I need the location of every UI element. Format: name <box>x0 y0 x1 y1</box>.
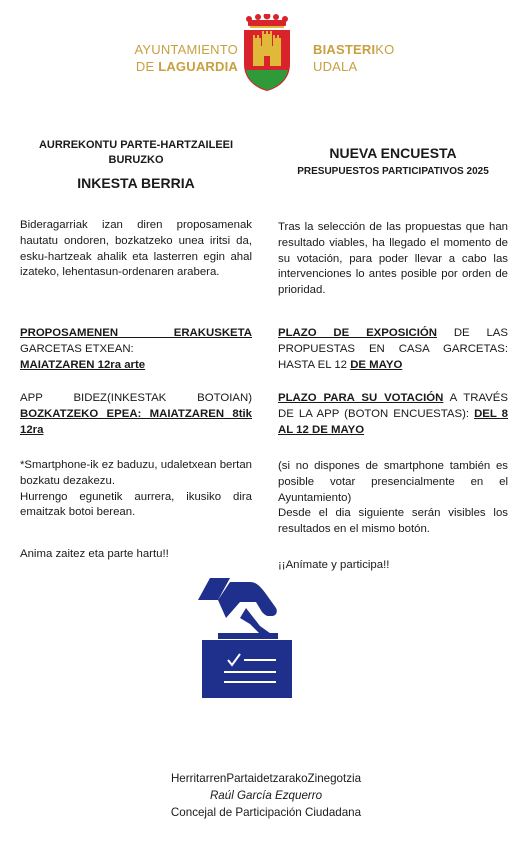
left-title-line2: BURUZKO <box>108 154 164 166</box>
left-exhibit-heading: PROPOSAMENEN ERAKUSKETA <box>20 327 252 339</box>
brand-right-line1: BIASTERIKO <box>313 42 395 57</box>
left-exhibit-place: GARCETAS ETXEAN: <box>20 343 134 355</box>
brand-right-line2: UDALA <box>313 59 358 74</box>
right-title-sub: PRESUPUESTOS PARTICIPATIVOS 2025 <box>297 166 489 177</box>
coat-of-arms-icon <box>240 14 294 92</box>
right-intro-paragraph: Tras la selección de las propuestas que han resultado viables, ha llegado el momento de su votación, para poder llevar a cabo las intervenciones lo antes posible por orden de prioridad. <box>278 221 508 297</box>
right-exhibit-paragraph <box>278 326 508 373</box>
left-vote-period: BOZKATZEKO EPEA: MAIATZAREN 8tik 12ra <box>20 408 252 436</box>
right-vote-text: A TRAVÉS DE LA APP (BOTON ENCUESTAS): <box>278 392 508 420</box>
footer-councillor-eu: HerritarrenPartaidetzarakoZinegotzia <box>170 772 362 785</box>
right-note: (si no dispones de smartphone también es posible votar presencialmente en el Ayuntamiento) Desde el dia siguiente serán visibles los resultados en el mismo botón. <box>278 460 508 536</box>
left-intro-paragraph: Bideragarriak izan diren proposamenak hautatu ondoren, bozkatzeko unea iritsi da, esku-hartzeak ahalik eta lasterren egin ahal izateko, lehentasun-ordenaren arabera. <box>20 219 252 279</box>
right-vote-label: PLAZO PARA SU VOTACIÓN <box>278 392 444 404</box>
left-closing: Anima zaitez eta parte hartu!! <box>20 548 169 560</box>
left-note: *Smartphone-ik ez baduzu, udaletxean bertan bozkatu dezakezu. Hurrengo egunetik aurrera, ikusiko dira emaitzak botoi berean. <box>20 459 252 519</box>
right-exhibit-text: DE LAS PROPUESTAS EN CASA GARCETAS: HASTA EL 12 <box>278 327 508 371</box>
right-vote-paragraph <box>278 391 508 438</box>
left-app-line: APP BIDEZ(INKESTAK BOTOIAN) <box>20 392 252 404</box>
left-exhibit-date: MAIATZAREN 12ra arte <box>20 359 146 371</box>
brand-left-line1: AYUNTAMIENTO <box>134 42 238 57</box>
left-title-line1: AURREKONTU PARTE-HARTZAILEEI <box>38 139 234 151</box>
brand-biasteri: BIASTERI <box>313 42 376 57</box>
footer-name: Raúl García Ezquerro <box>209 789 323 802</box>
footer-councillor-es: Concejal de Participación Ciudadana <box>170 806 362 819</box>
ballot-box-icon <box>196 578 292 704</box>
right-exhibit-date: DE MAYO <box>350 358 403 371</box>
right-exhibit-label: PLAZO DE EXPOSICIÓN <box>278 327 437 339</box>
right-vote-date: DEL 8 AL 12 DE MAYO <box>278 407 509 436</box>
ayuntamiento-brand <box>122 41 238 75</box>
left-title-main: INKESTA BERRIA <box>77 175 195 191</box>
right-closing: ¡¡Anímate y participa!! <box>278 559 390 571</box>
udala-brand <box>313 41 413 75</box>
brand-left-line2: DE LAGUARDIA <box>135 59 238 74</box>
right-title-main: NUEVA ENCUESTA <box>329 145 457 161</box>
brand-laguardia: LAGUARDIA <box>158 59 238 74</box>
